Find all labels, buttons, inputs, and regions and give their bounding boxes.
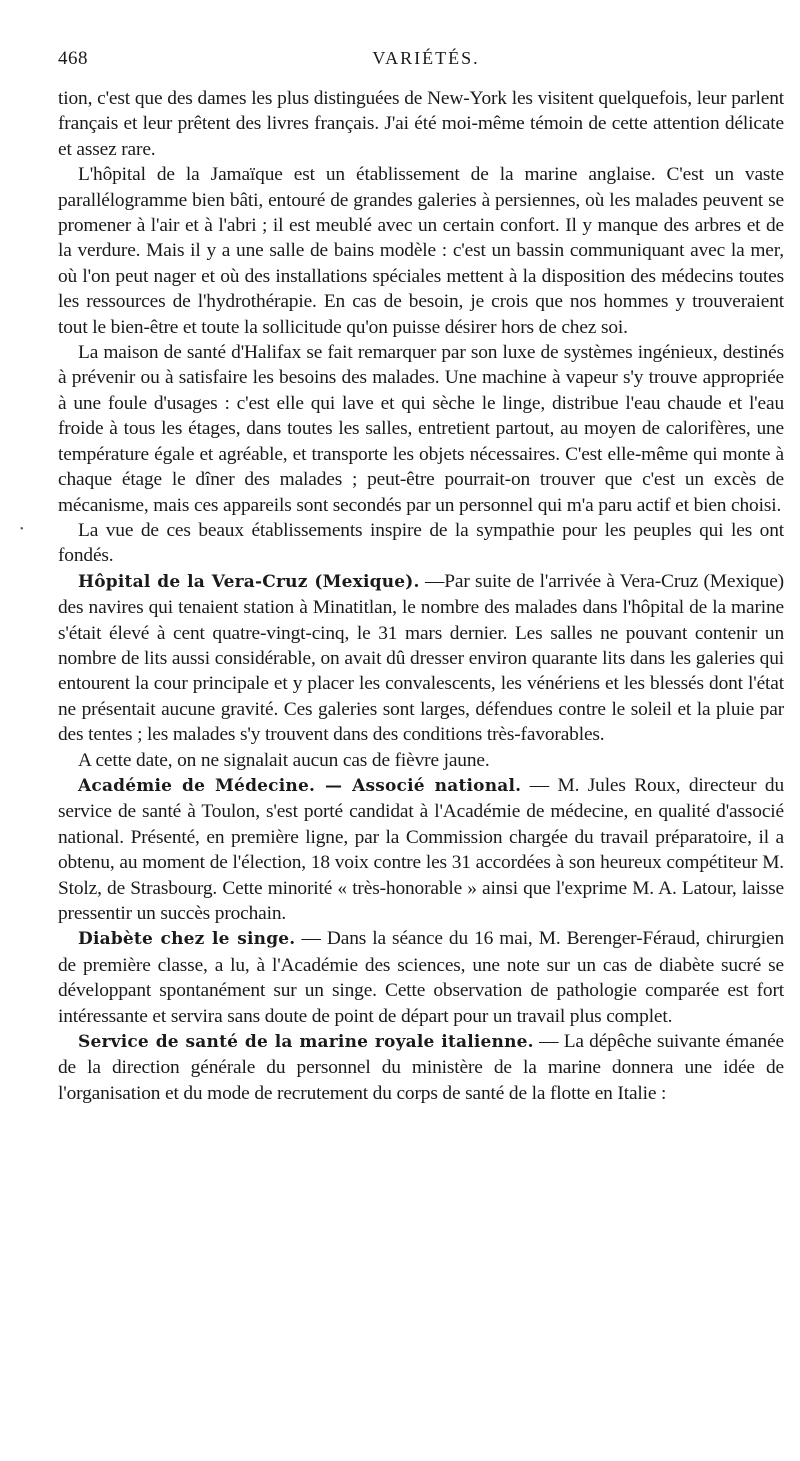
section-heading: Hôpital de la Vera-Cruz (Mexique). (78, 571, 420, 592)
section-heading: Académie de Médecine. — Associé national. (78, 775, 522, 796)
paragraph-jamaica-hospital: L'hôpital de la Jamaïque est un établissement de la marine anglaise. C'est un vaste parallélogramme bien bâti, entouré de grandes galeries à persiennes, où les malades peuvent se promener à l'air et à l'abri ; il est meublé avec un certain confort. Il y manque des arbres et de la verdure. Mais il y a une salle de bains modèle : c'est un bassin communiquant avec la mer, où l'on peut nager et où des installations spéciales mettent à la disposition des médecins toutes les ressources de l'hydrothérapie. En cas de besoin, je crois que nos hommes y trouveraient tout le bien-être et toute la sollicitude qu'on puisse désirer hors de chez soi. (58, 164, 784, 338)
paragraph-sympathy: La vue de ces beaux établissements inspire de la sympathie pour les peuples qui les ont fondés. (58, 519, 784, 567)
section-heading: Diabète chez le singe. (78, 929, 296, 950)
section-diabete: Diabète chez le singe. — Dans la séance du 16 mai, M. Berenger-Féraud, chirurgien de première classe, a lu, à l'Académie des sciences, une note sur un cas de diabète sucré se développant spontanément sur un singe. Cette observation de pathologie comparée est fort intéressante et servira sans doute de point de départ pour un travail plus complet. (58, 928, 784, 1027)
section-marine-italienne: Service de santé de la marine royale italienne. — La dépêche suivante émanée de la direction générale du personnel du ministère de la marine donnera une idée de l'organisation et du mode de recrutement du corps de santé de la flotte en Italie : (58, 1031, 784, 1104)
paragraph-continuation: tion, c'est que des dames les plus distinguées de New-York les visitent quelquefois, leur parlent français et leur prêtent des livres français. J'ai été moi-même témoin de cette attention délicate et assez rare. (58, 88, 784, 160)
page-number: 468 (58, 48, 88, 69)
paragraph-yellow-fever: A cette date, on ne signalait aucun cas de fièvre jaune. (78, 749, 490, 771)
running-head: VARIÉTÉS. (372, 48, 480, 68)
section-vera-cruz: Hôpital de la Vera-Cruz (Mexique). —Par suite de l'arrivée à Vera-Cruz (Mexique) des navires qui tenaient station à Minatitlan, le nombre des malades dans l'hôpital de la marine s'était élevé à cent quatre-vingt-cinq, le 31 mars dernier. Les salles ne pouvant contenir un nombre de lits aussi considérable, on avait dû dresser environ quarante lits dans les galeries qui entourent la cour principale et y placer les convalescents, les vénériens et les blessés dont l'état ne présentait aucune gravité. Ces galeries sont larges, défendues contre le soleil et la pluie par des tentes ; les malades s'y trouvent dans des conditions très-favorables. (58, 570, 784, 746)
body-text (58, 86, 784, 1106)
page-header (58, 48, 784, 78)
paragraph-halifax: La maison de santé d'Halifax se fait remarquer par son luxe de systèmes ingénieux, destinés à prévenir ou à satisfaire les besoins des malades. Une machine à vapeur s'y trouve appropriée à une foule d'usages : c'est elle qui lave et qui sèche le linge, distribue l'eau chaude et l'eau froide à tous les étages, dans toutes les salles, entretient partout, au moyen de calorifères, une température égale et agréable, et transporte les objets nécessaires. C'est elle-même qui monte à chaque étage le dîner des malades ; peut-être pourrait-on trouver que c'est un excès de mécanisme, mais ces appareils sont secondés par un personnel qui m'a paru actif et bien choisi. (58, 342, 784, 516)
margin-mark: • (20, 524, 24, 535)
section-academie: Académie de Médecine. — Associé national. — M. Jules Roux, directeur du service de santé à Toulon, s'est porté candidat à l'Académie de médecine, en qualité d'associé national. Présenté, en première ligne, par la Commission chargée du travail préparatoire, il a obtenu, au moment de l'élection, 18 voix contre les 31 accordées à son heureux compétiteur M. Stolz, de Strasbourg. Cette minorité « très-honorable » ainsi que l'exprime M. A. Latour, laisse pressentir un succès prochain. (58, 774, 784, 924)
section-heading: Service de santé de la marine royale italienne. (78, 1032, 534, 1053)
